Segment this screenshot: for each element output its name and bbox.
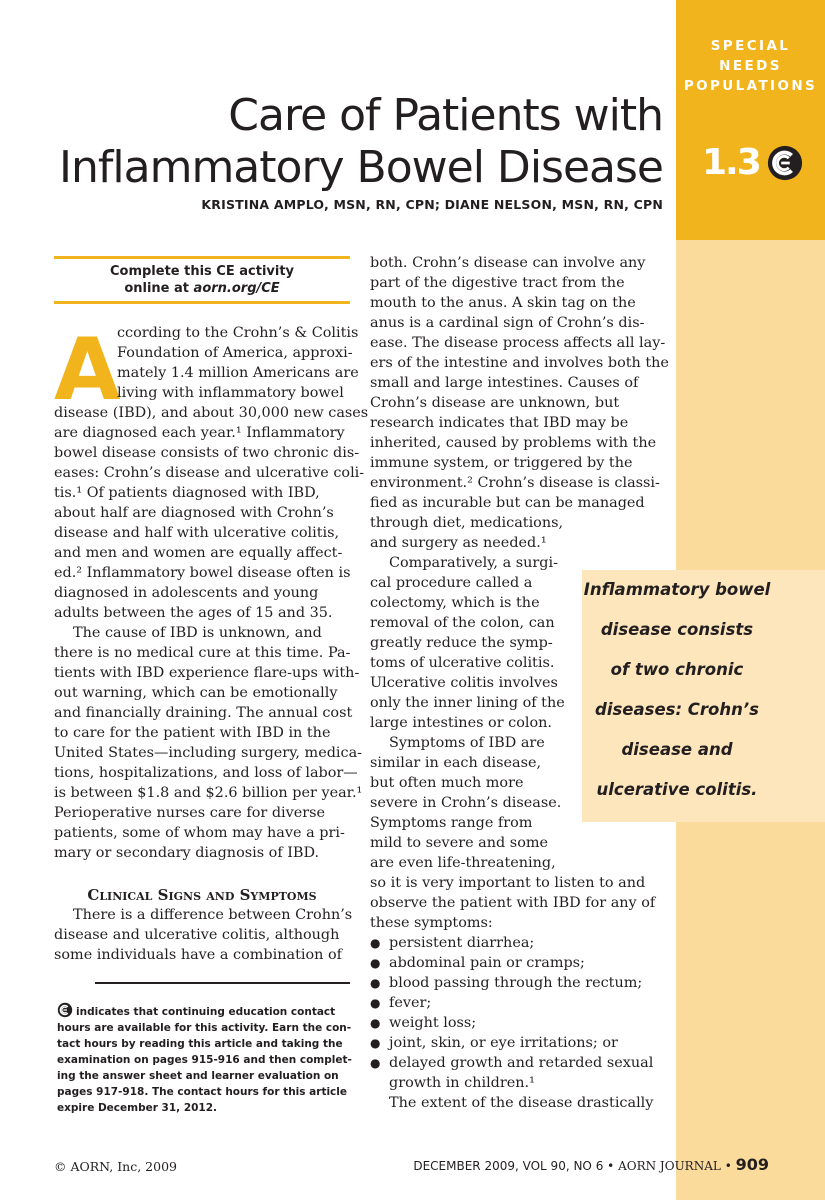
ce-link[interactable]: aorn.org/CE: [193, 281, 280, 296]
body-line: cal procedure called a: [370, 575, 533, 591]
body-line: are diagnosed each year.¹ Inflammatory: [54, 425, 345, 441]
body-line: these symptoms:: [370, 915, 493, 931]
body-line: some individuals have a combination of: [54, 947, 342, 963]
body-line: living with inflammatory bowel: [117, 385, 344, 401]
column-1-body: [54, 403, 368, 863]
pull-quote-line: disease and: [621, 740, 733, 759]
body-line: colectomy, which is the: [370, 595, 540, 611]
symptom-item: ● fever;: [370, 993, 670, 1013]
body-line: about half are diagnosed with Crohn’s: [54, 505, 334, 521]
footnote-line: expire December 31, 2012.: [57, 1102, 218, 1114]
body-line: are even life-threatening,: [370, 855, 556, 871]
body-line: tions, hospitalizations, and loss of labor—: [54, 765, 358, 781]
footnote-line: examination on pages 915-916 and then complet-: [57, 1054, 352, 1066]
body-line: ccording to the Crohn’s & Colitis: [117, 325, 359, 341]
body-line: there is no medical cure at this time. Pa-: [54, 645, 351, 661]
body-line: and surgery as needed.¹: [370, 535, 547, 551]
body-line: and financially draining. The annual cost: [54, 705, 353, 721]
footnote-line: tact hours by reading this article and taking the: [57, 1038, 343, 1050]
body-line: greatly reduce the symp-: [370, 635, 553, 651]
section-label: [676, 36, 825, 96]
pull-quote-line: of two chronic: [610, 660, 744, 679]
callout-prefix: online at: [124, 281, 194, 296]
body-line: adults between the ages of 15 and 35.: [54, 605, 333, 621]
body-line: only the inner lining of the: [370, 695, 565, 711]
sep: •: [607, 1159, 615, 1173]
body-line: mately 1.4 million Americans are: [117, 365, 359, 381]
body-line: There is a difference between Crohn’s: [73, 907, 353, 923]
body-line: Foundation of America, approxi-: [117, 345, 353, 361]
section-line: NEEDS: [719, 58, 782, 74]
body-line: ers of the intestine and involves both the: [370, 355, 669, 371]
body-line: Comparatively, a surgi-: [389, 555, 558, 571]
body-line: fied as incurable but can be managed: [370, 495, 645, 511]
body-line: eases: Crohn’s disease and ulcerative coli-: [54, 465, 365, 481]
body-line: Perioperative nurses care for diverse: [54, 805, 326, 821]
section-heading: Clinical Signs and Symptoms: [87, 886, 317, 904]
journal-name: AORN JOURNAL: [618, 1159, 721, 1173]
body-line: ease. The disease process affects all lay-: [370, 335, 666, 351]
column-1-intro: [117, 323, 359, 403]
footnote-rule: [95, 982, 350, 984]
body-line: large intestines or colon.: [370, 715, 552, 731]
ce-icon: [766, 144, 804, 182]
column-2: [370, 253, 669, 933]
pull-quote-line: Inflammatory bowel: [583, 580, 771, 599]
body-line: out warning, which can be emotionally: [54, 685, 338, 701]
pull-quote-line: disease consists: [600, 620, 754, 639]
ce-badge: [702, 142, 804, 183]
body-line: anus is a cardinal sign of Crohn’s dis-: [370, 315, 645, 331]
body-line: United States—including surgery, medica-: [54, 745, 363, 761]
symptom-item: ● abdominal pain or cramps;: [370, 953, 670, 973]
column-2-last-line: The extent of the disease drastically: [389, 1095, 654, 1111]
symptom-item: ● joint, skin, or eye irritations; or: [370, 1033, 670, 1053]
column-1-continued: [54, 905, 352, 965]
ce-callout: [54, 256, 350, 304]
body-line: tis.¹ Of patients diagnosed with IBD,: [54, 485, 320, 501]
body-line: environment.² Crohn’s disease is classi-: [370, 475, 660, 491]
body-line: similar in each disease,: [370, 755, 542, 771]
body-line: small and large intestines. Causes of: [370, 375, 639, 391]
body-line: tients with IBD experience flare-ups with-: [54, 665, 360, 681]
footnote-line: pages 917-918. The contact hours for this article: [57, 1086, 348, 1098]
body-line: but often much more: [370, 775, 524, 791]
body-line: disease and ulcerative colitis, although: [54, 927, 340, 943]
title-line: Care of Patients with: [228, 90, 663, 141]
body-line: The cause of IBD is unknown, and: [73, 625, 322, 641]
footnote-line: [57, 1002, 347, 1020]
body-line: toms of ulcerative colitis.: [370, 655, 555, 671]
body-line: severe in Crohn’s disease.: [370, 795, 562, 811]
bullet-continuation: growth in children.¹: [389, 1075, 535, 1091]
body-line: part of the digestive tract from the: [370, 275, 625, 291]
body-line: disease (IBD), and about 30,000 new cases: [54, 405, 369, 421]
ce-footnote: [57, 1002, 352, 1116]
authors: KRISTINA AMPLO, MSN, RN, CPN; DIANE NELSON, MSN, RN, CPN: [201, 197, 663, 212]
footnote-text: indicates that continuing education contact: [76, 1006, 336, 1018]
body-line: observe the patient with IBD for any of: [370, 895, 656, 911]
body-line: inherited, caused by problems with the: [370, 435, 657, 451]
section-line: POPULATIONS: [683, 78, 818, 94]
body-line: ed.² Inflammatory bowel disease often is: [54, 565, 351, 581]
body-line: removal of the colon, can: [370, 615, 555, 631]
callout-line: Complete this CE activity: [109, 264, 295, 279]
issue: DECEMBER 2009, VOL 90, NO 6: [413, 1159, 604, 1173]
body-line: and men and women are equally affect-: [54, 545, 343, 561]
body-line: Crohn’s disease are unknown, but: [370, 395, 620, 411]
body-line: patients, some of whom may have a pri-: [54, 825, 345, 841]
body-line: to care for the patient with IBD in the: [54, 725, 331, 741]
footnote-line: ing the answer sheet and learner evaluation on: [57, 1070, 339, 1082]
footer-citation: [413, 1155, 769, 1174]
body-line: so it is very important to listen to and: [370, 875, 646, 891]
body-line: diagnosed in adolescents and young: [54, 585, 319, 601]
title-line: Inflammatory Bowel Disease: [59, 142, 663, 193]
body-line: is between $1.8 and $2.6 billion per year.¹: [54, 785, 363, 801]
page-number: 909: [735, 1155, 769, 1174]
ce-icon: [57, 1002, 73, 1018]
ce-credits: 1.3: [702, 142, 760, 183]
symptom-item: ● weight loss;: [370, 1013, 670, 1033]
body-line: Ulcerative colitis involves: [370, 675, 558, 691]
body-line: immune system, or triggered by the: [370, 455, 633, 471]
body-line: through diet, medications,: [370, 515, 564, 531]
symptom-item: ● blood passing through the rectum;: [370, 973, 670, 993]
body-line: mild to severe and some: [370, 835, 549, 851]
body-line: mouth to the anus. A skin tag on the: [370, 295, 636, 311]
body-line: both. Crohn’s disease can involve any: [370, 255, 646, 271]
body-line: mary or secondary diagnosis of IBD.: [54, 845, 320, 861]
symptom-list: [370, 933, 670, 1113]
body-line: bowel disease consists of two chronic dis-: [54, 445, 360, 461]
body-line: disease and half with ulcerative colitis,: [54, 525, 340, 541]
pull-quote-line: ulcerative colitis.: [596, 780, 758, 799]
symptom-item: ● delayed growth and retarded sexual: [370, 1053, 670, 1073]
footnote-line: hours are available for this activity. Earn the con-: [57, 1022, 352, 1034]
body-line: Symptoms range from: [370, 815, 533, 831]
section-line: SPECIAL: [710, 38, 791, 54]
article-title: [59, 90, 663, 194]
pull-quote-line: diseases: Crohn’s: [595, 700, 759, 719]
symptom-item: ● persistent diarrhea;: [370, 933, 670, 953]
body-line: Symptoms of IBD are: [389, 735, 545, 751]
drop-cap: A: [54, 320, 121, 420]
body-line: research indicates that IBD may be: [370, 415, 629, 431]
copyright: © AORN, Inc, 2009: [54, 1159, 177, 1174]
sep: •: [724, 1159, 732, 1173]
